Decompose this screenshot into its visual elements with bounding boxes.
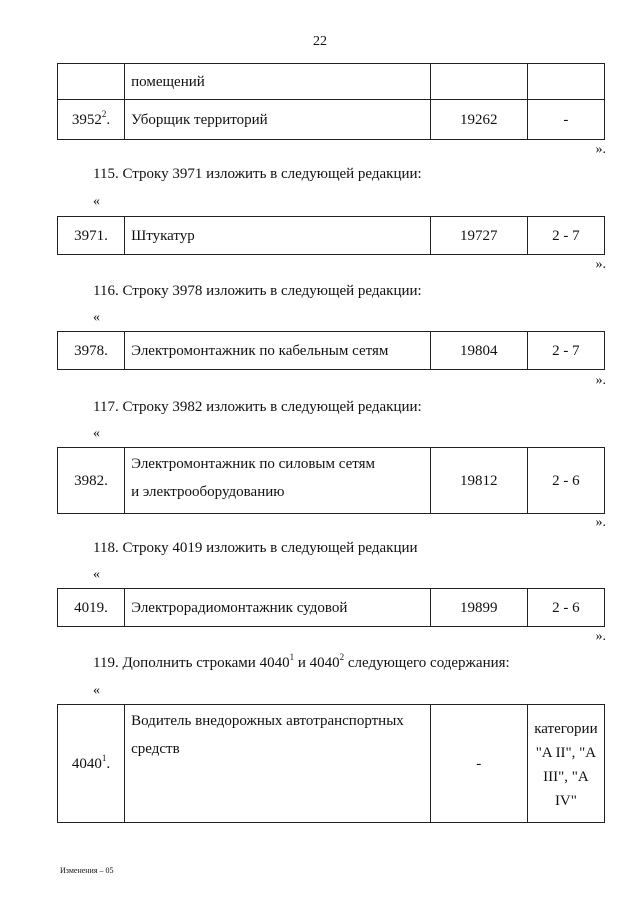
amendment-table-3978 <box>57 331 605 370</box>
table-row <box>58 448 605 514</box>
paragraph-117: 117. Строку 3982 изложить в следующей редакции: <box>93 399 422 415</box>
row-number-cell: 3952$^2$. <box>58 100 125 140</box>
row-number-cell <box>58 64 125 100</box>
table-row <box>58 589 605 627</box>
amendment-table-3971 <box>57 216 605 255</box>
code-cell: 19899 <box>430 589 527 627</box>
page-number: 22 <box>313 34 327 49</box>
paragraph-116: 116. Строку 3978 изложить в следующей редакции: <box>93 283 422 299</box>
row-number-cell: 3978. <box>58 332 125 370</box>
closing-quote: ». <box>595 257 606 272</box>
paragraph-119: 119. Дополнить строками 4040$^1$ и 4040$^2$ следующего содержания: <box>93 652 510 671</box>
amendment-table-top <box>57 63 605 140</box>
paragraph-115: 115. Строку 3971 изложить в следующей редакции: <box>93 166 422 182</box>
code-cell: 19804 <box>430 332 527 370</box>
row-number-cell: 4019. <box>58 589 125 627</box>
opening-quote: « <box>93 194 100 209</box>
opening-quote: « <box>93 683 100 698</box>
range-cell: - <box>527 100 604 140</box>
row-number-cell: 4040$^1$. <box>58 705 125 823</box>
range-cell: 2 - 6 <box>527 589 604 627</box>
range-cell: 2 - 7 <box>527 332 604 370</box>
opening-quote: « <box>93 426 100 441</box>
closing-quote: ». <box>595 142 606 157</box>
code-cell: 19727 <box>430 217 527 255</box>
occupation-name-cell: Водитель внедорожных автотранспортных средств <box>125 705 431 823</box>
closing-quote: ». <box>595 629 606 644</box>
row-number-cell: 3982. <box>58 448 125 514</box>
occupation-name-cell: Электромонтажник по кабельным сетям <box>125 332 431 370</box>
footer-note: Изменения – 05 <box>60 866 114 875</box>
table-row <box>58 217 605 255</box>
table-row <box>58 64 605 100</box>
opening-quote: « <box>93 567 100 582</box>
code-cell: 19262 <box>430 100 527 140</box>
table-row <box>58 332 605 370</box>
table-row <box>58 100 605 140</box>
occupation-name-cell: помещений <box>125 64 431 100</box>
range-cell: 2 - 7 <box>527 217 604 255</box>
closing-quote: ». <box>595 515 606 530</box>
occupation-name-cell: Электромонтажник по силовым сетям и электрооборудованию <box>125 448 431 514</box>
paragraph-118: 118. Строку 4019 изложить в следующей редакции <box>93 540 418 556</box>
closing-quote: ». <box>595 373 606 388</box>
code-cell: 19812 <box>430 448 527 514</box>
amendment-table-3982 <box>57 447 605 514</box>
code-cell: - <box>430 705 527 823</box>
occupation-name-cell: Штукатур <box>125 217 431 255</box>
range-cell: категории "A II", "A III", "A IV" <box>527 705 604 823</box>
occupation-name-cell: Уборщик территорий <box>125 100 431 140</box>
range-cell <box>527 64 604 100</box>
row-number-cell: 3971. <box>58 217 125 255</box>
amendment-table-4019 <box>57 588 605 627</box>
code-cell <box>430 64 527 100</box>
range-cell: 2 - 6 <box>527 448 604 514</box>
amendment-table-4040 <box>57 704 605 823</box>
occupation-name-cell: Электрорадиомонтажник судовой <box>125 589 431 627</box>
opening-quote: « <box>93 310 100 325</box>
table-row <box>58 705 605 823</box>
